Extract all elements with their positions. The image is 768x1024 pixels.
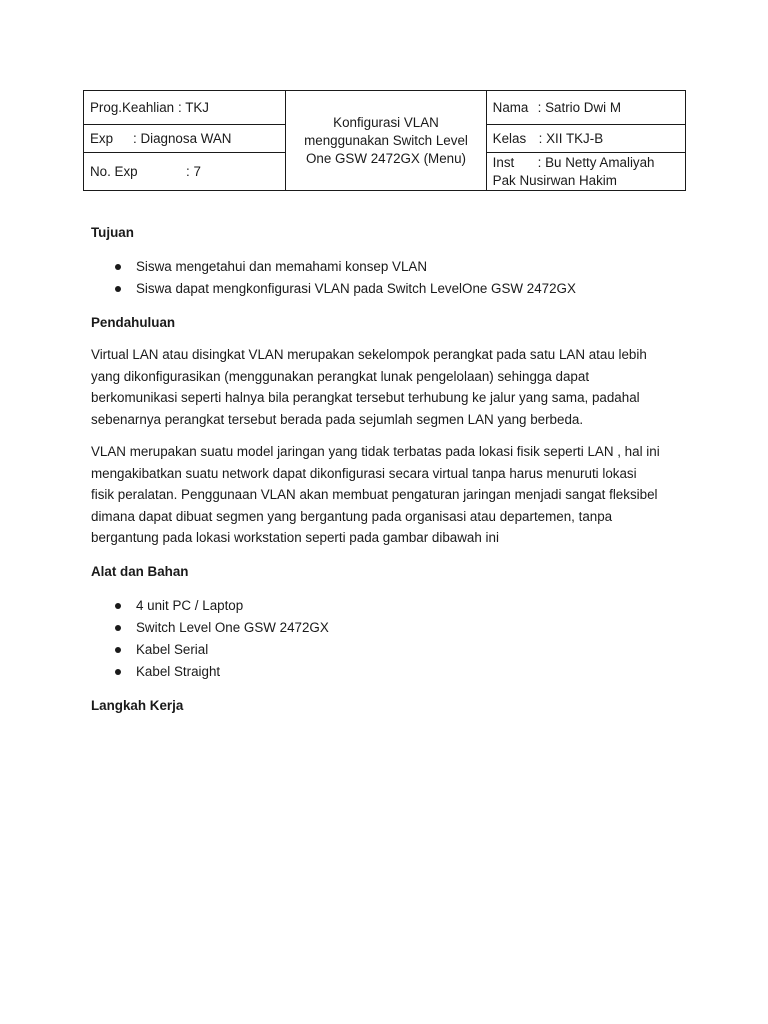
prog-keahlian-cell xyxy=(84,91,286,125)
paragraph-line: mengakibatkan suatu network dapat dikonfigurasi secara virtual tanpa harus menuruti lokasi xyxy=(91,465,637,481)
bullet-icon xyxy=(115,603,121,609)
document-title-line-3: One GSW 2472GX (Menu) xyxy=(305,150,466,166)
list-item xyxy=(91,639,681,661)
document-title-line-1: Konfigurasi VLAN xyxy=(333,114,439,130)
heading-langkah-kerja: Langkah Kerja xyxy=(91,697,184,713)
list-item-text: 4 unit PC / Laptop xyxy=(136,597,244,613)
alat-list xyxy=(91,595,681,683)
list-item xyxy=(91,595,681,617)
nama-cell xyxy=(486,91,685,125)
inst-value-line-2: Pak Nusirwan Hakim xyxy=(492,173,617,188)
header-table xyxy=(83,90,686,191)
inst-label: Inst xyxy=(492,155,515,170)
kelas-cell xyxy=(486,125,685,153)
bullet-icon xyxy=(115,647,121,653)
tujuan-list xyxy=(91,256,681,300)
paragraph-1 xyxy=(91,344,681,430)
inst-value: : Bu Netty Amaliyah xyxy=(537,155,655,170)
document-title-line-2: menggunakan Switch Level xyxy=(304,132,468,148)
document-title-cell xyxy=(286,91,486,191)
kelas-label: Kelas xyxy=(492,130,527,146)
prog-keahlian-value: : TKJ xyxy=(178,99,210,115)
paragraph-line: berkomunikasi seperti halnya bila perangkat tersebut terhubung ke jalur yang sama, padahal xyxy=(91,390,640,405)
list-item-text: Switch Level One GSW 2472GX xyxy=(136,619,329,635)
list-item-text: Siswa mengetahui dan memahami konsep VLAN xyxy=(136,259,428,274)
nama-label: Nama xyxy=(492,99,529,115)
heading-alat-dan-bahan: Alat dan Bahan xyxy=(91,563,189,579)
exp-label: Exp xyxy=(90,130,114,146)
document-body xyxy=(91,222,681,717)
no-exp-cell xyxy=(84,153,286,191)
exp-cell xyxy=(84,125,286,153)
kelas-value: : XII TKJ-B xyxy=(538,130,604,146)
paragraph-line: Virtual LAN atau disingkat VLAN merupakan sekelompok perangkat pada satu LAN atau lebih xyxy=(91,347,647,362)
paragraph-line: fisik peralatan. Penggunaan VLAN akan membuat pengaturan jaringan menjadi sangat fleksibel xyxy=(91,487,658,502)
list-item-text: Siswa dapat mengkonfigurasi VLAN pada Switch LevelOne GSW 2472GX xyxy=(136,281,576,296)
exp-value: : Diagnosa WAN xyxy=(133,130,232,146)
prog-keahlian-label: Prog.Keahlian xyxy=(90,99,175,115)
list-item xyxy=(91,661,681,683)
list-item-text: Kabel Straight xyxy=(136,663,221,679)
heading-tujuan: Tujuan xyxy=(91,225,134,240)
no-exp-label: No. Exp xyxy=(90,163,138,179)
no-exp-value: : 7 xyxy=(186,163,201,179)
nama-value: : Satrio Dwi M xyxy=(537,99,621,115)
paragraph-line: dimana dapat dibuat segmen yang bergantung pada organisasi atau departemen, tanpa xyxy=(91,508,613,524)
list-item xyxy=(91,617,681,639)
paragraph-2 xyxy=(91,441,681,549)
heading-pendahuluan: Pendahuluan xyxy=(91,315,176,330)
paragraph-line: VLAN merupakan suatu model jaringan yang tidak terbatas pada lokasi fisik seperti LAN , hal ini xyxy=(91,444,660,459)
paragraph-line: yang dikonfigurasikan (menggunakan perangkat lunak pengelolaan) sehingga dapat xyxy=(91,368,590,384)
paragraph-line: bergantung pada lokasi workstation seperti pada gambar dibawah ini xyxy=(91,530,499,545)
list-item xyxy=(91,256,681,278)
bullet-icon xyxy=(115,625,121,631)
bullet-icon xyxy=(115,286,121,292)
paragraph-line: sebenarnya perangkat tersebut berada pada sejumlah segmen LAN yang berbeda. xyxy=(91,411,584,427)
inst-cell xyxy=(486,153,685,191)
bullet-icon xyxy=(115,669,121,675)
list-item-text: Kabel Serial xyxy=(136,641,209,657)
bullet-icon xyxy=(115,264,121,270)
list-item xyxy=(91,278,681,300)
